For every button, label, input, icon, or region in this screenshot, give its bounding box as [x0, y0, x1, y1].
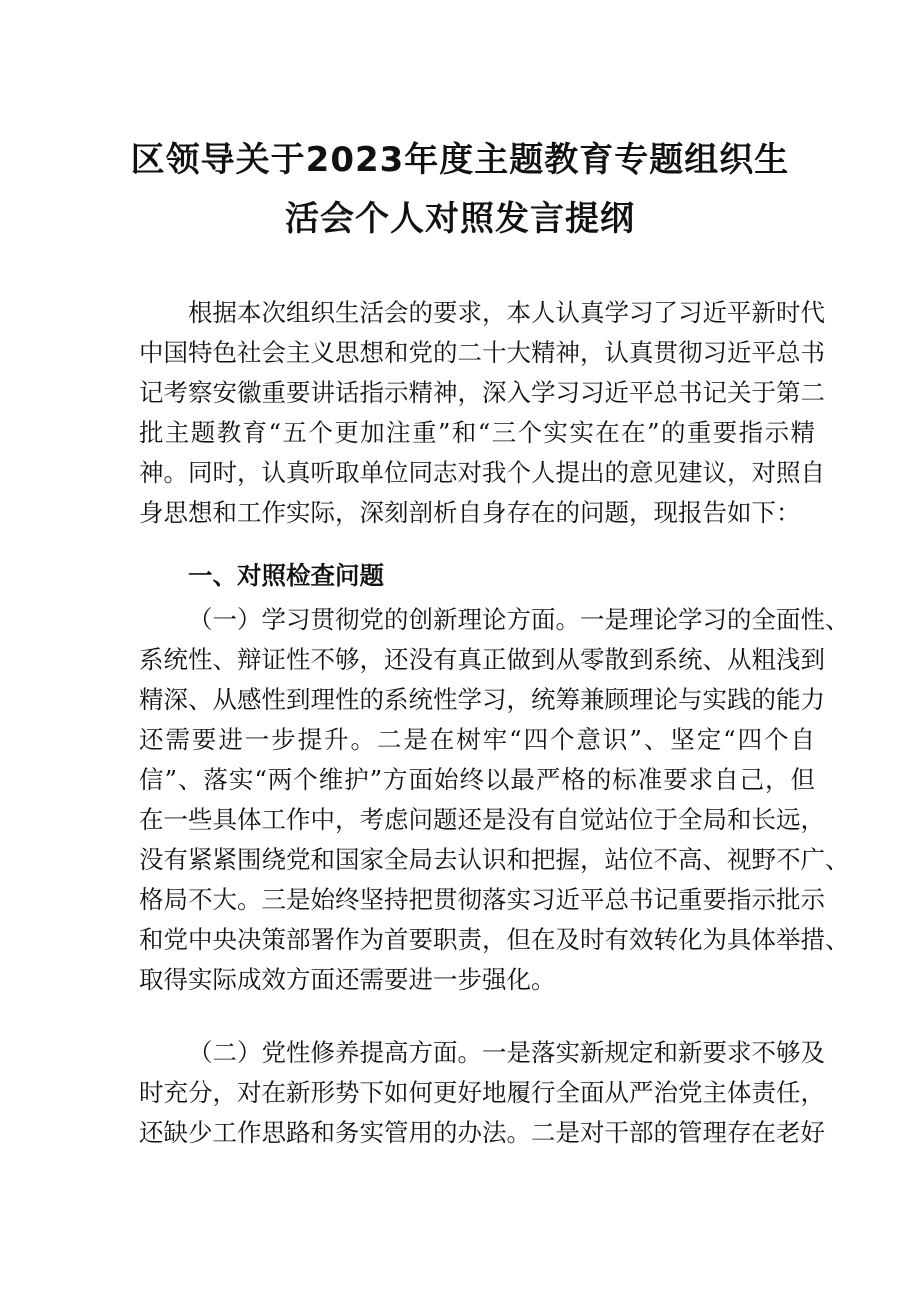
paragraph-line: 神。同时，认真听取单位同志对我个人提出的意见建议，对照自: [139, 458, 825, 487]
paragraph-line: 还缺少工作思路和务实管用的办法。二是对干部的管理存在老好: [139, 1118, 825, 1147]
paragraph-line: 在一些具体工作中，考虑问题还是没有自觉站位于全局和长远，: [139, 805, 825, 834]
paragraph-line: 还需要进一步提升。二是在树牢“四个意识”、坚定“四个自: [139, 725, 815, 754]
paragraph-line: 系统性、辩证性不够，还没有真正做到从零散到系统、从粗浅到: [139, 645, 825, 674]
section-heading: 一、对照检查问题: [188, 561, 384, 590]
paragraph-line: 记考察安徽重要讲话指示精神，深入学习习近平总书记关于第二: [139, 378, 825, 407]
paragraph-line: （一）学习贯彻党的创新理论方面。一是理论学习的全面性、: [188, 605, 850, 634]
paragraph-line: 没有紧紧围绕党和国家全局去认识和把握，站位不高、视野不广、: [139, 845, 850, 874]
paragraph-line: 精深、从感性到理性的系统性学习，统筹兼顾理论与实践的能力: [139, 685, 825, 714]
paragraph-line: 信”、落实“两个维护”方面始终以最严格的标准要求自己，但: [139, 765, 815, 794]
intro-paragraph: [139, 293, 825, 533]
paragraph-line: 时充分，对在新形势下如何更好地履行全面从严治党主体责任，: [139, 1078, 825, 1107]
paragraph-party-spirit: [139, 1033, 825, 1153]
paragraph-line: 身思想和工作实际，深刻剖析自身存在的问题，现报告如下：: [139, 498, 801, 527]
document-title-line-2: 活会个人对照发言提纲: [285, 199, 635, 239]
paragraph-line: （二）党性修养提高方面。一是落实新规定和新要求不够及: [188, 1038, 825, 1067]
paragraph-line: 和党中央决策部署作为首要职责，但在及时有效转化为具体举措、: [139, 925, 850, 954]
paragraph-line: 批主题教育“五个更加注重”和“三个实实在在”的重要指示精: [139, 418, 815, 447]
paragraph-study: [139, 600, 850, 1000]
paragraph-line: 取得实际成效方面还需要进一步强化。: [139, 965, 556, 994]
paragraph-line: 根据本次组织生活会的要求，本人认真学习了习近平新时代: [188, 298, 825, 327]
paragraph-line: 中国特色社会主义思想和党的二十大精神，认真贯彻习近平总书: [139, 338, 825, 367]
document-title-line-1: 区领导关于2023年度主题教育专题组织生: [130, 140, 790, 180]
paragraph-line: 格局不大。三是始终坚持把贯彻落实习近平总书记重要指示批示: [139, 885, 825, 914]
